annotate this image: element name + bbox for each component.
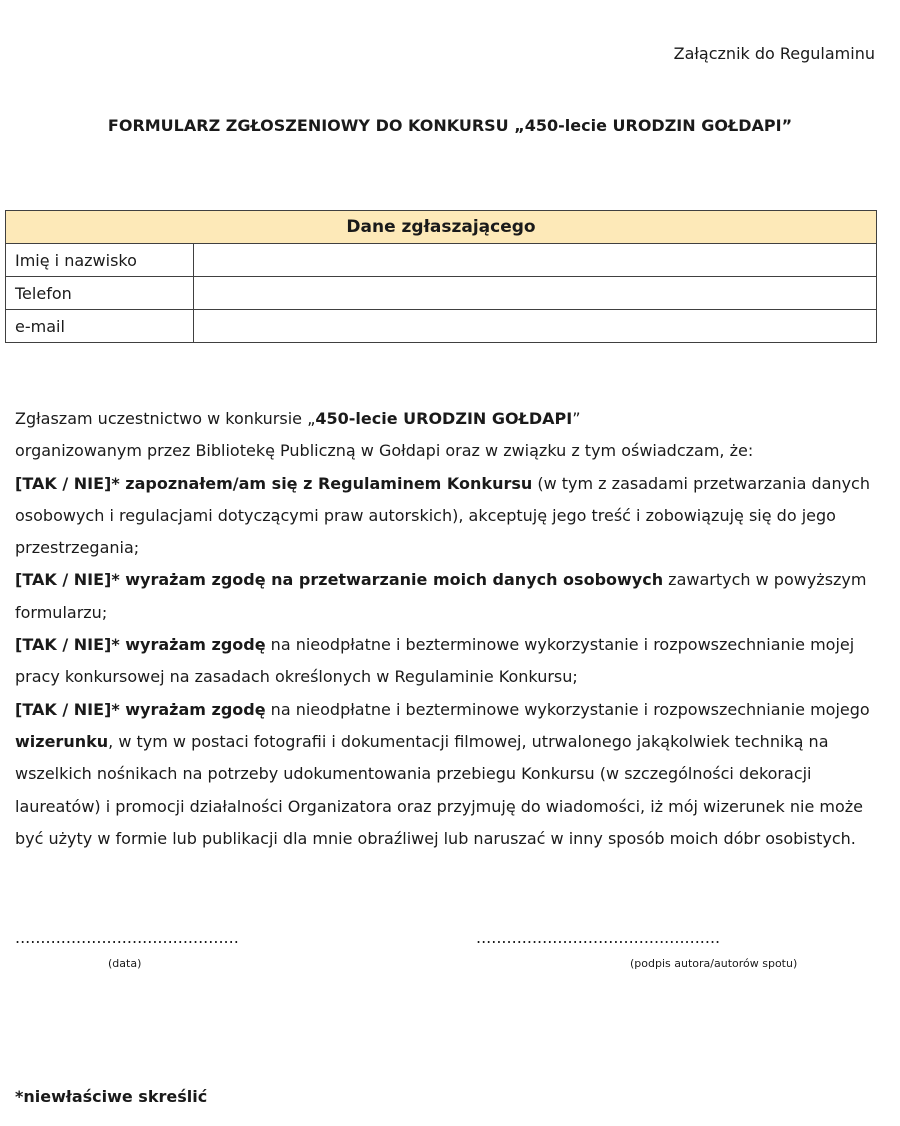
applicant-data-table	[5, 210, 877, 343]
table-header-row	[6, 211, 877, 244]
contest-name: 450-lecie URODZIN GOŁDAPI	[315, 409, 573, 428]
date-caption: (data)	[108, 957, 142, 970]
item3-bold: [TAK / NIE]* wyrażam zgodę	[15, 635, 266, 655]
email-field[interactable]	[194, 310, 877, 343]
item3-rest: na nieodpłatne i bezterminowe wykorzystanie i rozpowszechnianie mojej pracy konkursowej na zasadach określonych w Regulaminie Konkursu;	[15, 635, 855, 687]
item1-bold: [TAK / NIE]* zapoznałem/am się z Regulaminem Konkursu	[15, 473, 533, 493]
phone-label: Telefon	[6, 277, 194, 310]
item4-bold: [TAK / NIE]* wyrażam zgodę	[15, 699, 266, 719]
declaration-item-work-usage	[15, 629, 885, 694]
table-row	[6, 310, 877, 343]
declaration-item-image-usage	[15, 694, 885, 855]
declaration-text	[15, 403, 885, 855]
author-signature-caption: (podpis autora/autorów spotu)	[630, 957, 798, 970]
declaration-item-data-processing	[15, 564, 885, 629]
declaration-item-regulations	[15, 468, 885, 565]
name-field[interactable]	[194, 244, 877, 277]
table-row	[6, 277, 877, 310]
phone-field[interactable]	[194, 277, 877, 310]
name-label: Imię i nazwisko	[6, 244, 194, 277]
item2-bold: [TAK / NIE]* wyrażam zgodę na przetwarzanie moich danych osobowych	[15, 570, 664, 590]
item1-rest: (w tym z zasadami przetwarzania danych osobowych i regulacjami dotyczącymi praw autorskich), akceptuję jego treść i zobowiązuję się do jego przestrzegania;	[15, 473, 870, 558]
table-row	[6, 244, 877, 277]
email-label: e-mail	[6, 310, 194, 343]
form-title: FORMULARZ ZGŁOSZENIOWY DO KONKURSU „450-lecie URODZIN GOŁDAPI”	[107, 116, 793, 135]
date-signature-line: ............................................	[15, 928, 239, 947]
table-header: Dane zgłaszającego	[6, 211, 877, 244]
footnote: *niewłaściwe skreślić	[15, 1087, 208, 1106]
organizer-line: organizowanym przez Bibliotekę Publiczną w Gołdapi oraz w związku z tym oświadczam, że:	[15, 441, 754, 461]
intro-suffix: ”	[572, 409, 581, 428]
item4-rest: , w tym w postaci fotografii i dokumentacji filmowej, utrwalonego jakąkolwiek techniką na wszelkich nośnikach na potrzeby udokumentowania przebiegu Konkursu (w szczególności dekoracji laureatów) i promocji działalności Organizatora oraz przyjmuję do wiadomości, iż mój wizerunek nie może być użyty w formie lub publikacji dla mnie obraźliwej lub naruszać w inny sposób moich dóbr osobistych.	[15, 731, 863, 848]
item4-bold-image: wizerunku	[15, 731, 109, 751]
declaration-intro	[15, 403, 885, 435]
author-signature-line: ................................................	[476, 928, 721, 947]
intro-prefix: Zgłaszam uczestnictwo w konkursie „	[15, 409, 316, 428]
item2-rest: zawartych w powyższym formularzu;	[15, 570, 867, 622]
item4-mid: na nieodpłatne i bezterminowe wykorzystanie i rozpowszechnianie mojego	[265, 699, 870, 719]
attachment-label: Załącznik do Regulaminu	[673, 44, 875, 63]
